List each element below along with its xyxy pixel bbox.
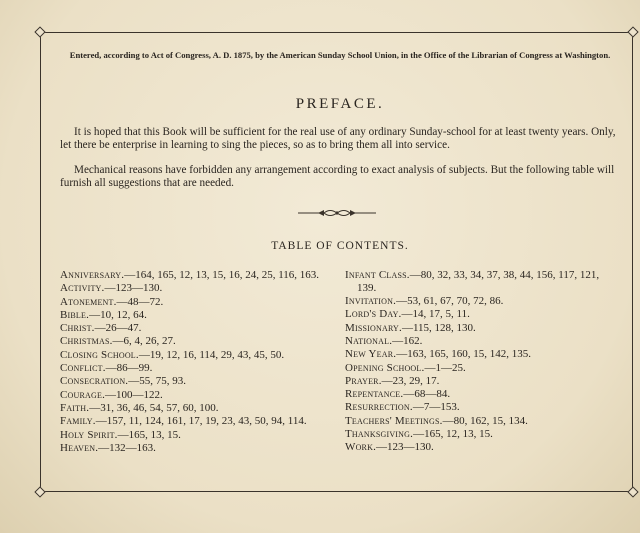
divider-ornament-icon (298, 208, 376, 218)
toc-subject: Lord's Day. (345, 308, 402, 321)
toc-entry (60, 375, 336, 388)
toc-entry (345, 362, 621, 375)
toc-right-column (345, 269, 621, 455)
toc-subject: Closing School. (60, 348, 139, 361)
toc-entry (345, 401, 621, 414)
toc-page-numbers: —48—72. (116, 295, 164, 308)
preface-paragraph-1: It is hoped that this Book will be sufficient for the real use of any ordinary Sunday-school for at least twenty years. Only, let there be enterprise in learning to sing the pieces, so as to bring them all into service. (60, 126, 616, 151)
toc-subject: Faith. (60, 401, 90, 414)
toc-entry (60, 309, 336, 322)
toc-page-numbers: —123—130. (104, 282, 163, 295)
toc-page-numbers: —86—99. (105, 362, 153, 375)
toc-entry (60, 389, 336, 402)
toc-page-numbers: —165, 13, 15. (117, 428, 181, 441)
toc-subject: Heaven. (60, 441, 99, 454)
toc-page-numbers: —1—25. (424, 361, 466, 374)
toc-subject: New Year. (345, 348, 397, 361)
toc-page-numbers: —14, 17, 5, 11. (401, 308, 470, 321)
toc-page-numbers: —23, 29, 17. (381, 374, 440, 387)
table-of-contents-title: TABLE OF CONTENTS. (271, 240, 409, 252)
toc-subject: Prayer. (345, 374, 382, 387)
toc-entry (345, 388, 621, 401)
toc-page-numbers: —19, 12, 16, 114, 29, 43, 45, 50. (138, 348, 285, 361)
toc-page-numbers: —10, 12, 64. (89, 308, 147, 321)
toc-entry (60, 349, 336, 362)
toc-subject: Infant Class. (345, 269, 410, 281)
toc-page-numbers: —157, 11, 124, 161, 17, 19, 23, 43, 50, 94, 114. (95, 415, 307, 428)
toc-subject: National. (345, 334, 393, 347)
toc-entry (345, 269, 621, 295)
toc-subject: Conflict. (60, 362, 106, 375)
toc-subject: Bible. (60, 308, 90, 321)
copyright-notice: Entered, according to Act of Congress, A. D. 1875, by the American Sunday School Union, in the Office of the Librarian of Congress at Washington. (69, 50, 611, 60)
toc-entry (60, 402, 336, 415)
toc-page-numbers: —165, 12, 13, 15. (413, 428, 493, 441)
toc-page-numbers: —164, 165, 12, 13, 15, 16, 24, 25, 116, 163. (124, 269, 320, 281)
toc-page-numbers: —80, 32, 33, 34, 37, 38, 44, 156, 117, 121, 139. (357, 269, 600, 294)
toc-page-numbers: —115, 128, 130. (401, 321, 476, 334)
toc-subject: Consecration. (60, 375, 129, 388)
toc-entry (60, 296, 336, 309)
preface-title: PREFACE. (295, 96, 385, 112)
toc-entry (60, 322, 336, 335)
toc-entry (345, 375, 621, 388)
toc-entry (345, 348, 621, 361)
toc-entry (60, 335, 336, 348)
toc-page-numbers: —53, 61, 67, 70, 72, 86. (396, 295, 504, 308)
toc-page-numbers: —26—47. (94, 322, 142, 335)
toc-entry (345, 441, 621, 454)
toc-entry (60, 269, 336, 282)
toc-subject: Thanksgiving. (345, 428, 414, 441)
toc-subject: Holy Spirit. (60, 428, 118, 441)
toc-page-numbers: —162. (392, 334, 423, 347)
toc-subject: Repentance. (345, 388, 404, 401)
toc-page-numbers: —55, 75, 93. (128, 375, 186, 388)
toc-left-column (60, 269, 336, 455)
toc-page-numbers: —6, 4, 26, 27. (112, 335, 176, 348)
toc-subject: Anniversary. (60, 269, 125, 281)
toc-subject: Invitation. (345, 295, 397, 308)
toc-subject: Activity. (60, 282, 105, 295)
toc-entry (60, 415, 336, 428)
toc-entry (60, 429, 336, 442)
toc-page-numbers: —68—84. (403, 388, 451, 401)
toc-entry (345, 428, 621, 441)
toc-page-numbers: —100—122. (105, 388, 163, 401)
toc-page-numbers: —163, 165, 160, 15, 142, 135. (396, 348, 531, 361)
toc-subject: Teachers' Meetings. (345, 414, 443, 427)
toc-entry (345, 322, 621, 335)
toc-subject: Missionary. (345, 321, 402, 334)
toc-page-numbers: —132—163. (98, 441, 156, 454)
preface-paragraph-2: Mechanical reasons have forbidden any arrangement according to exact analysis of subjects. But the following table will furnish all suggestions that are needed. (60, 164, 615, 189)
toc-subject: Work. (345, 441, 377, 454)
toc-subject: Courage. (60, 388, 106, 401)
toc-subject: Family. (60, 415, 96, 428)
toc-subject: Resurrection. (345, 401, 413, 414)
toc-entry (345, 415, 621, 428)
toc-entry (60, 282, 336, 295)
toc-subject: Christ. (60, 322, 95, 335)
toc-subject: Christmas. (60, 335, 113, 348)
toc-entry (60, 362, 336, 375)
toc-entry (345, 335, 621, 348)
toc-page-numbers: —31, 36, 46, 54, 57, 60, 100. (89, 401, 219, 414)
toc-page-numbers: —123—130. (376, 441, 434, 454)
toc-subject: Atonement. (60, 295, 117, 308)
toc-entry (60, 442, 336, 455)
toc-entry (345, 308, 621, 321)
toc-page-numbers: —7—153. (412, 401, 460, 414)
toc-entry (345, 295, 621, 308)
toc-page-numbers: —80, 162, 15, 134. (442, 414, 528, 427)
toc-subject: Opening School. (345, 361, 425, 374)
